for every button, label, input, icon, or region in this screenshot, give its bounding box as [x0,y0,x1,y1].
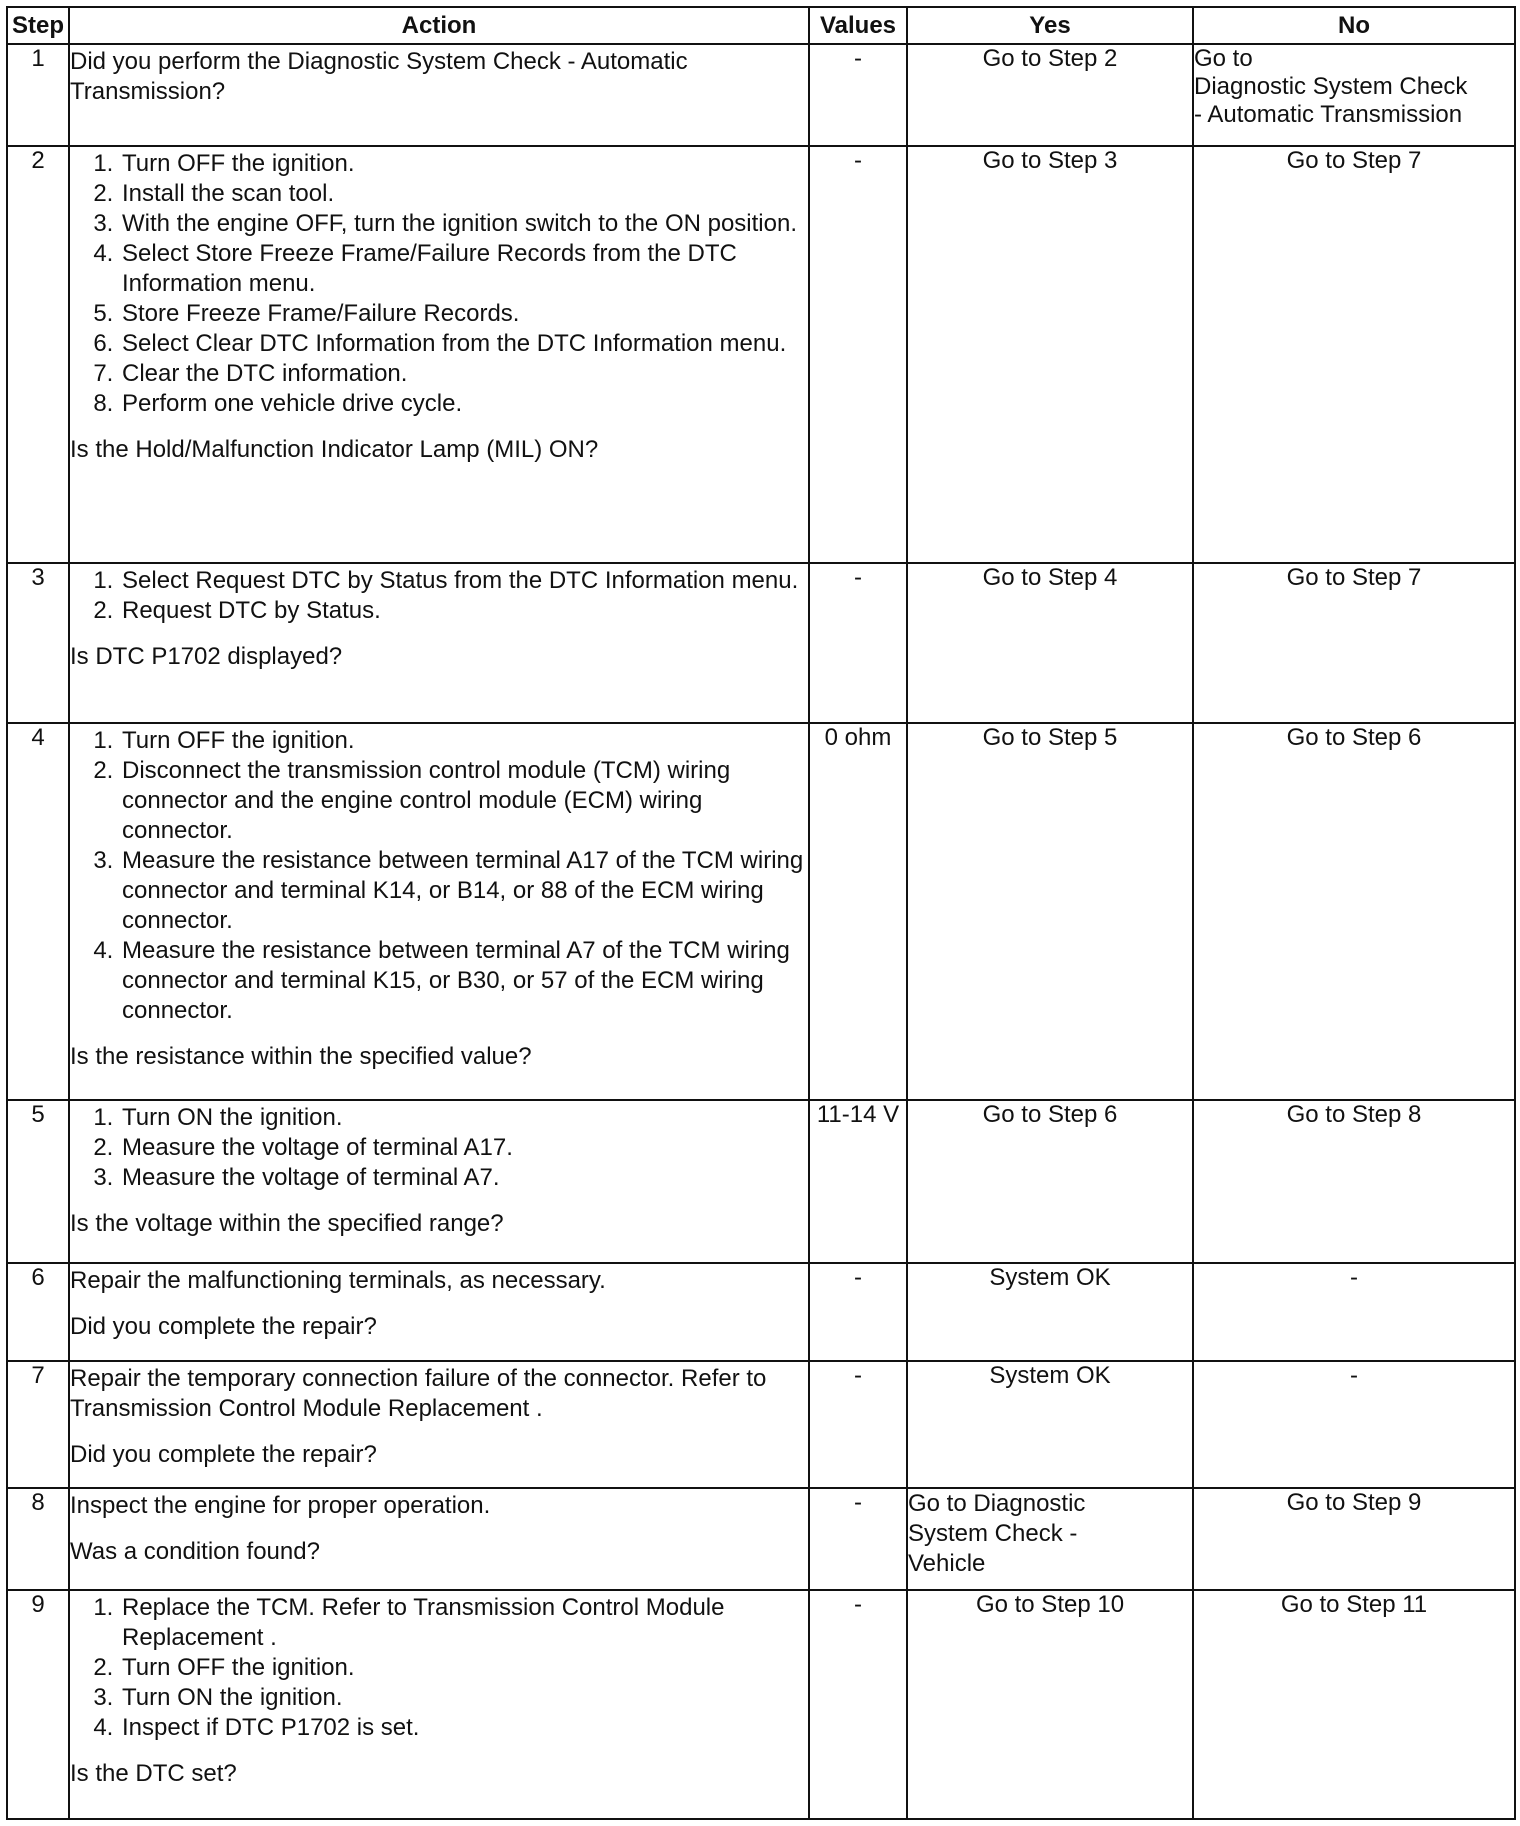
action-steps [70,726,808,1026]
value-cell: 11-14 V [809,1100,907,1263]
action-cell [69,563,809,723]
action-step: 1. Turn OFF the ignition. [120,149,808,179]
yes-cell: Go to Step 5 [907,723,1193,1099]
value-cell: 0 ohm [809,723,907,1099]
action-cell [69,1488,809,1590]
step-number: 7 [7,1361,69,1488]
header-values: Values [809,7,907,44]
value-cell: - [809,1263,907,1361]
value-cell: - [809,563,907,723]
no-cell: Go to Step 9 [1193,1488,1515,1590]
header-yes: Yes [907,7,1193,44]
table-row [7,1488,1515,1590]
action-steps [70,1593,808,1743]
table-row [7,44,1515,146]
header-no: No [1193,7,1515,44]
diagnostic-table [6,6,1516,1820]
no-cell: Go to Step 8 [1193,1100,1515,1263]
action-step: 3. With the engine OFF, turn the ignition switch to the ON position. [120,209,808,239]
yes-cell: Go to Step 10 [907,1590,1193,1819]
action-step: 5. Store Freeze Frame/Failure Records. [120,299,808,329]
action-question: Did you complete the repair? [70,1312,377,1340]
action-question: Is the Hold/Malfunction Indicator Lamp (MIL) ON? [70,436,599,464]
action-steps [70,149,808,419]
value-cell: - [809,44,907,146]
yes-cell: Go to Step 6 [907,1100,1193,1263]
table-row [7,146,1515,563]
table-row [7,1590,1515,1819]
action-question: Was a condition found? [70,1537,320,1565]
header-action: Action [69,7,809,44]
yes-cell: Go to Step 3 [907,146,1193,563]
action-cell [69,1361,809,1488]
no-cell: Go to Step 7 [1193,146,1515,563]
action-question: Did you complete the repair? [70,1440,377,1468]
action-step: 1. Turn ON the ignition. [120,1103,808,1133]
action-text: Inspect the engine for proper operation. [70,1491,491,1519]
action-step: 8. Perform one vehicle drive cycle. [120,389,808,419]
action-question: Is the resistance within the specified value? [70,1043,532,1071]
action-cell [69,1590,809,1819]
no-cell: Go to Step 7 [1193,563,1515,723]
no-cell: - [1193,1361,1515,1488]
action-step: 2. Request DTC by Status. [120,596,808,626]
value-cell: - [809,146,907,563]
action-step: 4. Select Store Freeze Frame/Failure Records from the DTC Information menu. [120,239,808,299]
value-cell: - [809,1488,907,1590]
step-number: 6 [7,1263,69,1361]
action-cell [69,44,809,146]
action-step: 2. Disconnect the transmission control module (TCM) wiring connector and the engine control module (ECM) wiring connector. [120,756,808,846]
action-cell [69,1100,809,1263]
action-step: 2. Measure the voltage of terminal A17. [120,1133,808,1163]
action-step: 2. Install the scan tool. [120,179,808,209]
step-number: 3 [7,563,69,723]
table-row [7,1100,1515,1263]
yes-cell: Go to Diagnostic System Check - Vehicle [907,1488,1193,1590]
value-cell: - [809,1361,907,1488]
action-step: 7. Clear the DTC information. [120,359,808,389]
table-row [7,723,1515,1099]
action-text: Repair the malfunctioning terminals, as necessary. [70,1266,606,1294]
action-question: Is the voltage within the specified range? [70,1209,504,1237]
action-question: Is the DTC set? [70,1759,237,1787]
action-step: 3. Measure the resistance between terminal A17 of the TCM wiring connector and terminal K14, or B14, or 88 of the ECM wiring connector. [120,846,808,936]
action-step: 1. Turn OFF the ignition. [120,726,808,756]
action-cell [69,146,809,563]
yes-cell: Go to Step 4 [907,563,1193,723]
step-number: 4 [7,723,69,1099]
yes-cell: System OK [907,1263,1193,1361]
value-cell: - [809,1590,907,1819]
action-cell [69,1263,809,1361]
table-row [7,1361,1515,1488]
table-row [7,563,1515,723]
step-number: 5 [7,1100,69,1263]
action-step: 3. Measure the voltage of terminal A7. [120,1163,808,1193]
action-cell [69,723,809,1099]
action-steps [70,1103,808,1193]
step-number: 1 [7,44,69,146]
no-cell: Go to Diagnostic System Check - Automatic Transmission [1193,44,1515,146]
action-step: 2. Turn OFF the ignition. [120,1653,808,1683]
step-number: 9 [7,1590,69,1819]
action-step: 4. Inspect if DTC P1702 is set. [120,1713,808,1743]
step-number: 8 [7,1488,69,1590]
header-row [7,7,1515,44]
header-step: Step [7,7,69,44]
action-step: 4. Measure the resistance between terminal A7 of the TCM wiring connector and terminal K15, or B30, or 57 of the ECM wiring connector. [120,936,808,1026]
yes-cell: Go to Step 2 [907,44,1193,146]
step-number: 2 [7,146,69,563]
no-cell: - [1193,1263,1515,1361]
yes-cell: System OK [907,1361,1193,1488]
action-text: Did you perform the Diagnostic System Check - Automatic Transmission? [70,48,688,105]
action-step: 1. Select Request DTC by Status from the DTC Information menu. [120,566,808,596]
action-step: 1. Replace the TCM. Refer to Transmission Control Module Replacement . [120,1593,808,1653]
action-text: Repair the temporary connection failure of the connector. Refer to Transmission Control Module Replacement . [70,1364,767,1422]
action-steps [70,566,808,626]
no-cell: Go to Step 11 [1193,1590,1515,1819]
action-question: Is DTC P1702 displayed? [70,643,343,671]
no-cell: Go to Step 6 [1193,723,1515,1099]
action-step: 6. Select Clear DTC Information from the DTC Information menu. [120,329,808,359]
table-row [7,1263,1515,1361]
action-step: 3. Turn ON the ignition. [120,1683,808,1713]
